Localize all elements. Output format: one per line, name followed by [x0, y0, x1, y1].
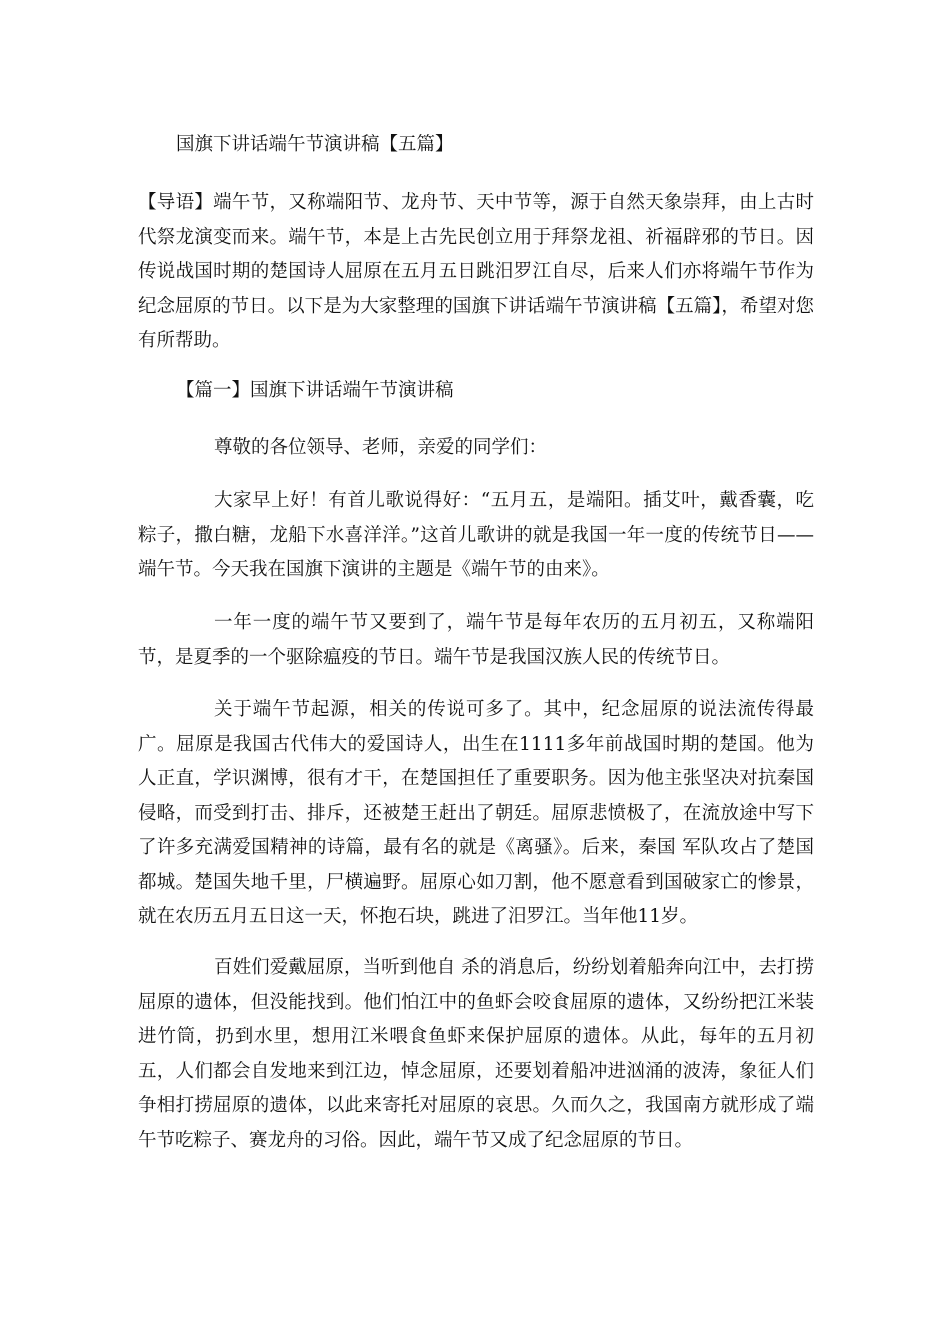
section-heading: 【篇一】国旗下讲话端午节演讲稿 — [176, 380, 454, 401]
salutation: 尊敬的各位领导、老师，亲爱的同学们： — [214, 437, 548, 458]
body-paragraph: 大家早上好！有首儿歌说得好：“五月五，是端阳。插艾叶，戴香囊，吃粽子，撒白糖，龙船下水喜洋洋。”这首儿歌讲的就是我国一年一度的传统节日——端午节。今天我在国旗下演讲的主题是《端午节的由来》。 — [138, 490, 814, 580]
body-paragraph: 关于端午节起源，相关的传说可多了。其中，纪念屈原的说法流传得最广。屈原是我国古代伟大的爱国诗人，出生在1111多年前战国时期的楚国。他为人正直，学识渊博，很有才干，在楚国担任了重要职务。因为他主张坚决对抗秦国侵略，而受到打击、排斥，还被楚王赶出了朝廷。屈原悲愤极了，在流放途中写下了许多充满爱国精神的诗篇，最有名的就是《离骚》。后来，秦国 军队攻占了楚国都城。楚国失地千里，尸横遍野。屈原心如刀割，他不愿意看到国破家亡的惨景，就在农历五月五日这一天，怀抱石块，跳进了汨罗江。当年他11岁。 — [138, 699, 814, 927]
intro-paragraph: 【导语】端午节，又称端阳节、龙舟节、天中节等，源于自然天象崇拜，由上古时代祭龙演变而来。端午节，本是上古先民创立用于拜祭龙祖、祈福辟邪的节日。因传说战国时期的楚国诗人屈原在五月五日跳汨罗江自尽，后来人们亦将端午节作为纪念屈原的节日。以下是为大家整理的国旗下讲话端午节演讲稿【五篇】，希望对您有所帮助。 — [138, 192, 814, 351]
body-paragraph: 百姓们爱戴屈原，当听到他自 杀的消息后，纷纷划着船奔向江中，去打捞屈原的遗体，但没能找到。他们怕江中的鱼虾会咬食屈原的遗体，又纷纷把江米装进竹筒，扔到水里，想用江米喂食鱼虾来保护屈原的遗体。从此，每年的五月初五，人们都会自发地来到江边，悼念屈原，还要划着船冲进汹涌的波涛，象征人们争相打捞屈原的遗体，以此来寄托对屈原的哀思。久而久之，我国南方就形成了端午节吃粽子、赛龙舟的习俗。因此，端午节又成了纪念屈原的节日。 — [138, 957, 814, 1151]
document-title: 国旗下讲话端午节演讲稿【五篇】 — [176, 134, 454, 155]
body-paragraph: 一年一度的端午节又要到了，端午节是每年农历的五月初五，又称端阳节，是夏季的一个驱除瘟疫的节日。端午节是我国汉族人民的传统节日。 — [138, 612, 814, 668]
